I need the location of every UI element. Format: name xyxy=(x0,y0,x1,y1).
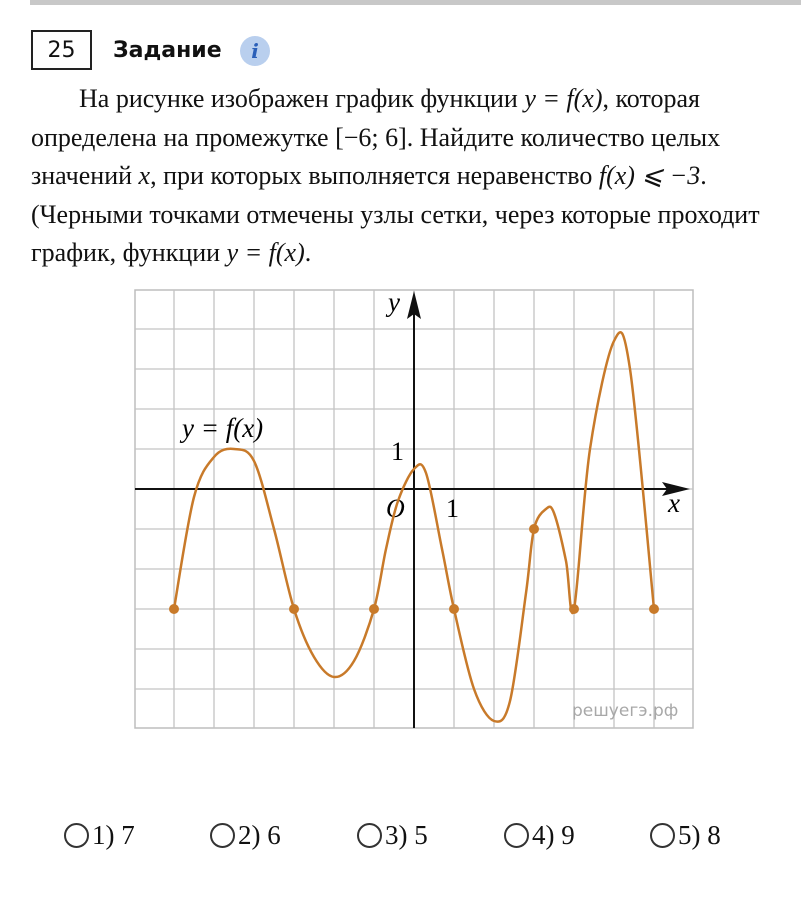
task-number: 25 xyxy=(31,30,92,70)
marked-point xyxy=(369,604,379,614)
radio-button[interactable] xyxy=(357,823,382,848)
function-graph xyxy=(0,280,801,740)
radio-button[interactable] xyxy=(504,823,529,848)
y-tick-label-1: 1 xyxy=(391,437,404,466)
radio-button[interactable] xyxy=(650,823,675,848)
inequality: f(x) ⩽ −3 xyxy=(598,161,701,190)
task-title: Задание xyxy=(113,38,222,63)
radio-button[interactable] xyxy=(210,823,235,848)
problem-statement xyxy=(31,80,793,273)
answer-label: 4) 9 xyxy=(532,819,575,850)
x-axis-label: x xyxy=(668,488,680,518)
answer-label: 3) 5 xyxy=(385,819,428,850)
top-divider xyxy=(30,0,801,5)
answer-options xyxy=(0,812,801,858)
marked-point xyxy=(649,604,659,614)
variable-x: x xyxy=(138,161,151,190)
answer-label: 2) 6 xyxy=(238,819,281,850)
answer-option-5[interactable] xyxy=(650,812,721,858)
radio-button[interactable] xyxy=(64,823,89,848)
problem-text-3: , при которых выполняется неравенство xyxy=(150,161,599,190)
marked-point xyxy=(289,604,299,614)
problem-text-5: . xyxy=(304,238,312,267)
origin-label: O xyxy=(386,494,405,523)
problem-text-1: На рисунке изображен график функции xyxy=(79,84,525,113)
marked-point xyxy=(449,604,459,614)
answer-option-3[interactable] xyxy=(357,812,428,858)
answer-option-2[interactable] xyxy=(210,812,281,858)
watermark: решуегэ.рф xyxy=(572,701,679,721)
answer-option-1[interactable] xyxy=(64,812,135,858)
marked-point xyxy=(529,524,539,534)
answer-label: 5) 8 xyxy=(678,819,721,850)
marked-point xyxy=(169,604,179,614)
x-tick-label-1: 1 xyxy=(446,494,459,523)
info-icon-glyph: i xyxy=(251,39,259,63)
y-axis-label: y xyxy=(388,287,400,317)
function-notation-2: y = f(x) xyxy=(226,238,305,267)
info-icon[interactable] xyxy=(240,36,270,66)
problem-text-4: . (Черными точками отмечены узлы сетки, через которые проходит график, функции xyxy=(31,161,760,267)
problem-text-2: , которая определена на промежутке [−6; 6]. Найдите количество целых значений xyxy=(31,84,721,190)
answer-option-4[interactable] xyxy=(504,812,575,858)
marked-point xyxy=(569,604,579,614)
function-notation: y = f(x) xyxy=(524,84,603,113)
curve-label: y = f(x) xyxy=(182,413,264,443)
answer-label: 1) 7 xyxy=(92,819,135,850)
